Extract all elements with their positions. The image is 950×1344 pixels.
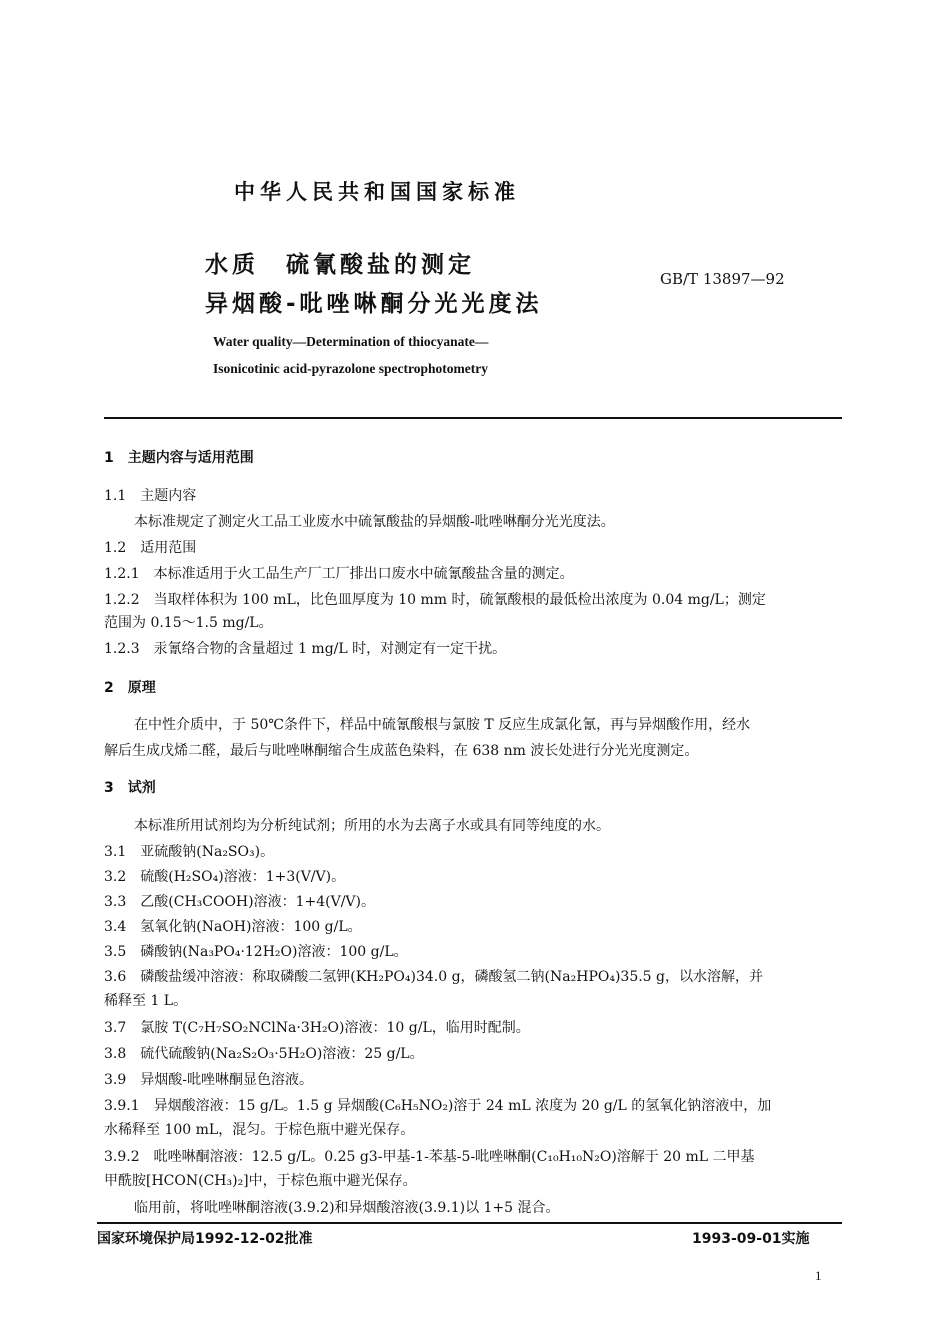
standard-code: GB/T 13897—92 [660,270,785,288]
header-divider [104,417,842,419]
section-3-heading: 3 试剂 [104,780,156,796]
subsection-1-1: 1.1 主题内容 [104,488,197,504]
clause-1-2-1: 1.2.1 本标准适用于火工品生产厂工厂排出口废水中硫氰酸盐含量的测定。 [104,566,574,582]
reagent-3-6-line1: 3.6 磷酸盐缓冲溶液：称取磷酸二氢钾(KH₂PO₄)34.0 g，磷酸氢二钠(Na₂HPO₄)35.5 g，以水溶解，并 [104,969,763,985]
reagent-3-9: 3.9 异烟酸-吡唑啉酮显色溶液。 [104,1072,313,1088]
reagent-3-2: 3.2 硫酸(H₂SO₄)溶液：1+3(V/V)。 [104,869,346,885]
reagent-3-3: 3.3 乙酸(CH₃COOH)溶液：1+4(V/V)。 [104,894,376,910]
subsection-1-2: 1.2 适用范围 [104,540,197,556]
reagent-3-9-note: 临用前，将吡唑啉酮溶液(3.9.2)和异烟酸溶液(3.9.1)以 1+5 混合。 [134,1200,560,1216]
reagent-3-4: 3.4 氢氧化钠(NaOH)溶液：100 g/L。 [104,919,362,935]
english-title-line1: Water quality—Determination of thiocyanate— [213,334,489,349]
reagent-3-5: 3.5 磷酸钠(Na₃PO₄·12H₂O)溶液：100 g/L。 [104,944,408,960]
section-1-heading: 1 主题内容与适用范围 [104,450,254,466]
implementation-date: 1993-09-01实施 [692,1231,810,1247]
national-standard-heading: 中华人民共和国国家标准 [234,180,520,204]
title-line2: 异烟酸-吡唑啉酮分光光度法 [205,291,543,317]
reagent-3-9-1-line1: 3.9.1 异烟酸溶液：15 g/L。1.5 g 异烟酸(C₆H₅NO₂)溶于 24 mL 浓度为 20 g/L 的氢氧化钠溶液中，加 [104,1098,772,1114]
reagent-3-9-2-line1: 3.9.2 吡唑啉酮溶液：12.5 g/L。0.25 g3-甲基-1-苯基-5-吡唑啉酮(C₁₀H₁₀N₂O)溶解于 20 mL 二甲基 [104,1149,755,1165]
reagent-3-8: 3.8 硫代硫酸钠(Na₂S₂O₃·5H₂O)溶液：25 g/L。 [104,1046,424,1062]
clause-1-2-3: 1.2.3 汞氰络合物的含量超过 1 mg/L 时，对测定有一定干扰。 [104,641,507,657]
reagent-3-6-line2: 稀释至 1 L。 [104,993,188,1009]
reagent-3-7: 3.7 氯胺 T(C₇H₇SO₂NClNa·3H₂O)溶液：10 g/L，临用时配制。 [104,1020,530,1036]
footer-divider [97,1222,842,1224]
paragraph-2-line1: 在中性介质中，于 50℃条件下，样品中硫氰酸根与氯胺 T 反应生成氯化氰，再与异烟酸作用，经水 [134,717,751,733]
approval-line: 国家环境保护局1992-12-02批准 [97,1231,313,1247]
page-number: 1 [815,1268,822,1283]
paragraph-1-1: 本标准规定了测定火工品工业废水中硫氰酸盐的异烟酸-吡唑啉酮分光光度法。 [134,514,615,530]
title-line1: 水质 硫氰酸盐的测定 [205,252,475,278]
english-title-line2: Isonicotinic acid-pyrazolone spectrophotometry [213,361,488,376]
reagent-3-1: 3.1 亚硫酸钠(Na₂SO₃)。 [104,844,275,860]
clause-1-2-2-line1: 1.2.2 当取样体积为 100 mL，比色皿厚度为 10 mm 时，硫氰酸根的最低检出浓度为 0.04 mg/L；测定 [104,592,766,608]
section-2-heading: 2 原理 [104,680,156,696]
paragraph-2-line2: 解后生成戊烯二醛，最后与吡唑啉酮缩合生成蓝色染料，在 638 nm 波长处进行分光光度测定。 [104,743,699,759]
reagent-3-9-2-line2: 甲酰胺[HCON(CH₃)₂]中，于棕色瓶中避光保存。 [104,1173,417,1189]
paragraph-3: 本标准所用试剂均为分析纯试剂；所用的水为去离子水或具有同等纯度的水。 [134,818,610,834]
clause-1-2-2-line2: 范围为 0.15～1.5 mg/L。 [104,615,273,631]
reagent-3-9-1-line2: 水稀释至 100 mL，混匀。于棕色瓶中避光保存。 [104,1122,415,1138]
